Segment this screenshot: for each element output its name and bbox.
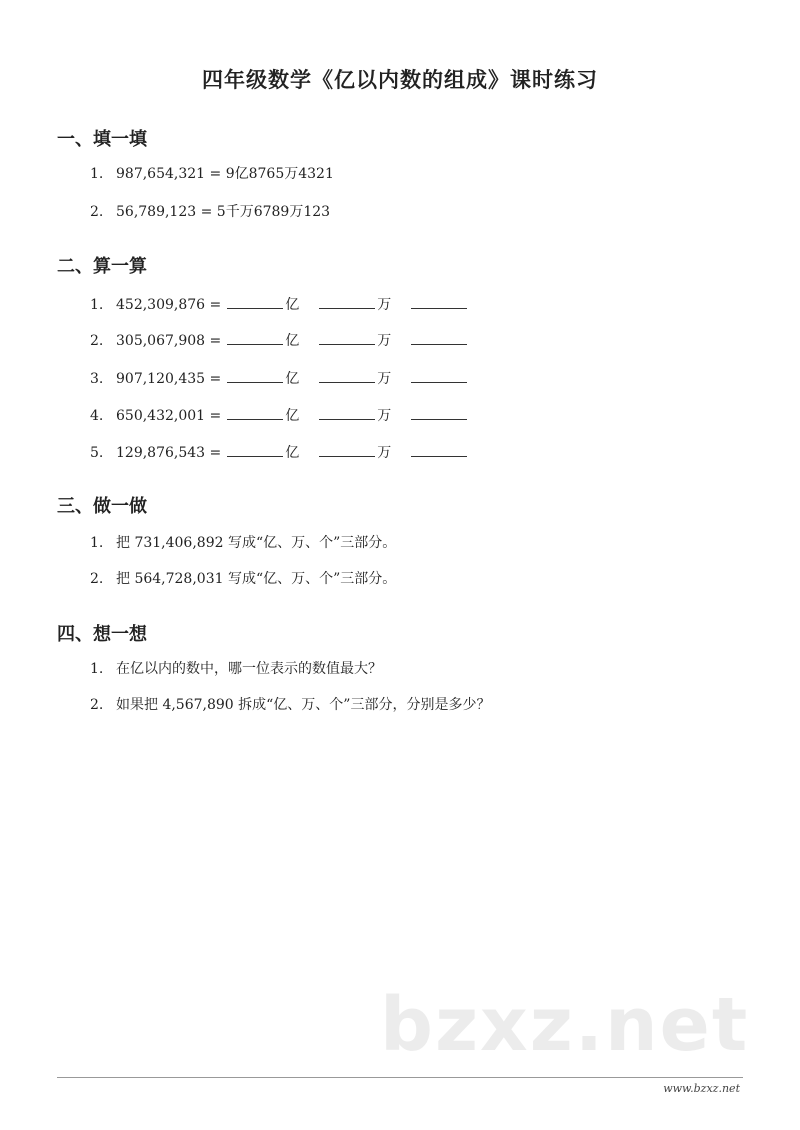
section-heading-4: 四、想一想 xyxy=(57,624,147,645)
question-2-5 xyxy=(90,442,469,463)
question-number: 2. xyxy=(90,697,104,713)
answer-blank-ge[interactable] xyxy=(411,405,467,420)
unit-yi: 亿 xyxy=(285,333,300,349)
footer-url: www.bzxz.net xyxy=(663,1082,740,1095)
unit-yi: 亿 xyxy=(285,408,300,424)
question-number: 5. xyxy=(90,445,104,461)
unit-yi: 亿 xyxy=(285,371,300,387)
question-4-2 xyxy=(90,695,490,715)
question-3-2 xyxy=(90,569,396,589)
question-number: 1. xyxy=(90,166,104,182)
question-4-1 xyxy=(90,659,382,679)
answer-blank-wan[interactable] xyxy=(319,405,375,420)
answer-blank-wan[interactable] xyxy=(319,294,375,309)
page-title: 四年级数学《亿以内数的组成》课时练习 xyxy=(202,68,598,92)
question-text: 把 564,728,031 写成“亿、万、个”三部分。 xyxy=(116,571,397,587)
answer-blank-ge[interactable] xyxy=(411,330,467,345)
question-text: 如果把 4,567,890 拆成“亿、万、个”三部分，分别是多少？ xyxy=(116,697,491,713)
section-heading-3: 三、做一做 xyxy=(57,496,147,517)
question-number: 1. xyxy=(90,535,104,551)
answer-blank-yi[interactable] xyxy=(227,405,283,420)
question-expr: 305,067,908 = xyxy=(116,333,222,349)
answer-blank-wan[interactable] xyxy=(319,368,375,383)
unit-wan: 万 xyxy=(377,445,392,461)
question-number: 4. xyxy=(90,408,104,424)
question-number: 2. xyxy=(90,571,104,587)
unit-wan: 万 xyxy=(377,333,392,349)
question-text: 在亿以内的数中，哪一位表示的数值最大？ xyxy=(116,661,382,677)
question-1-2 xyxy=(90,202,330,222)
unit-wan: 万 xyxy=(377,408,392,424)
answer-blank-yi[interactable] xyxy=(227,294,283,309)
unit-wan: 万 xyxy=(377,297,392,313)
question-2-3 xyxy=(90,368,469,389)
question-1-1 xyxy=(90,164,334,184)
question-2-1 xyxy=(90,294,469,315)
footer-divider xyxy=(57,1077,743,1078)
answer-blank-ge[interactable] xyxy=(411,368,467,383)
question-text: 56,789,123 = 5千万6789万123 xyxy=(116,204,331,220)
question-expr: 129,876,543 = xyxy=(116,445,222,461)
question-number: 3. xyxy=(90,371,104,387)
answer-blank-wan[interactable] xyxy=(319,442,375,457)
question-2-2 xyxy=(90,330,469,351)
answer-blank-yi[interactable] xyxy=(227,442,283,457)
question-3-1 xyxy=(90,533,396,553)
answer-blank-ge[interactable] xyxy=(411,442,467,457)
section-heading-2: 二、算一算 xyxy=(57,256,147,277)
question-text: 把 731,406,892 写成“亿、万、个”三部分。 xyxy=(116,535,397,551)
question-2-4 xyxy=(90,405,469,426)
question-expr: 452,309,876 = xyxy=(116,297,222,313)
answer-blank-ge[interactable] xyxy=(411,294,467,309)
question-number: 2. xyxy=(90,333,104,349)
question-expr: 907,120,435 = xyxy=(116,371,222,387)
section-heading-1: 一、填一填 xyxy=(57,129,147,150)
question-text: 987,654,321 = 9亿8765万4321 xyxy=(116,166,334,182)
question-expr: 650,432,001 = xyxy=(116,408,222,424)
answer-blank-yi[interactable] xyxy=(227,330,283,345)
question-number: 1. xyxy=(90,297,104,313)
answer-blank-yi[interactable] xyxy=(227,368,283,383)
question-number: 1. xyxy=(90,661,104,677)
unit-yi: 亿 xyxy=(285,445,300,461)
question-number: 2. xyxy=(90,204,104,220)
unit-yi: 亿 xyxy=(285,297,300,313)
answer-blank-wan[interactable] xyxy=(319,330,375,345)
watermark: bzxz.net xyxy=(380,982,750,1068)
unit-wan: 万 xyxy=(377,371,392,387)
